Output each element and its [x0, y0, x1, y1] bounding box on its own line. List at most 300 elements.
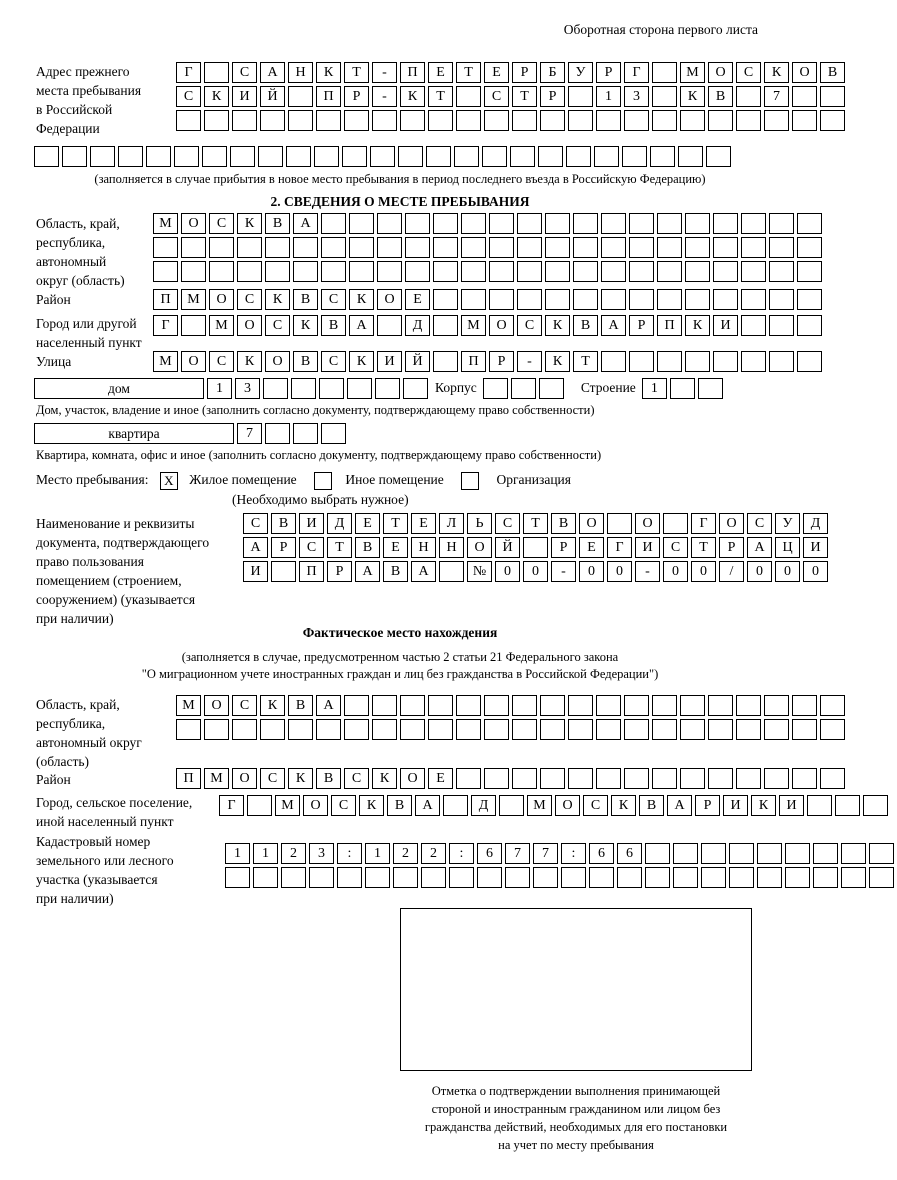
char-cell[interactable] — [90, 146, 115, 167]
char-cell[interactable]: Г — [691, 513, 716, 534]
char-cell[interactable] — [713, 289, 738, 310]
char-cell[interactable] — [680, 695, 705, 716]
char-cell[interactable]: А — [601, 315, 626, 336]
char-cell[interactable]: Г — [607, 537, 632, 558]
char-cell[interactable]: Р — [540, 86, 565, 107]
char-cell[interactable] — [673, 843, 698, 864]
region-row[interactable] — [153, 261, 825, 282]
char-cell[interactable]: М — [153, 351, 178, 372]
char-cell[interactable]: Р — [596, 62, 621, 83]
char-cell[interactable]: Д — [405, 315, 430, 336]
char-cell[interactable]: О — [265, 351, 290, 372]
char-cell[interactable]: Й — [405, 351, 430, 372]
char-cell[interactable] — [377, 261, 402, 282]
char-cell[interactable]: Й — [260, 86, 285, 107]
char-cell[interactable]: С — [495, 513, 520, 534]
char-cell[interactable]: 0 — [691, 561, 716, 582]
char-cell[interactable]: К — [237, 351, 262, 372]
char-cell[interactable] — [568, 719, 593, 740]
street-row[interactable] — [153, 351, 825, 372]
char-cell[interactable] — [433, 289, 458, 310]
char-cell[interactable] — [260, 110, 285, 131]
char-cell[interactable] — [421, 867, 446, 888]
char-cell[interactable]: С — [331, 795, 356, 816]
region-row[interactable] — [153, 237, 825, 258]
char-cell[interactable]: 3 — [624, 86, 649, 107]
char-cell[interactable] — [545, 261, 570, 282]
char-cell[interactable]: 0 — [523, 561, 548, 582]
char-cell[interactable] — [454, 146, 479, 167]
district-cells[interactable] — [153, 289, 825, 313]
char-cell[interactable]: Е — [428, 62, 453, 83]
char-cell[interactable]: С — [243, 513, 268, 534]
char-cell[interactable] — [62, 146, 87, 167]
city-cells[interactable] — [153, 315, 825, 339]
prev-address-row[interactable] — [176, 86, 848, 107]
char-cell[interactable]: О — [181, 213, 206, 234]
char-cell[interactable]: 2 — [421, 843, 446, 864]
char-cell[interactable]: И — [779, 795, 804, 816]
char-cell[interactable] — [540, 110, 565, 131]
char-cell[interactable] — [736, 86, 761, 107]
char-cell[interactable]: Т — [327, 537, 352, 558]
char-cell[interactable] — [624, 110, 649, 131]
char-cell[interactable] — [405, 213, 430, 234]
char-cell[interactable]: С — [663, 537, 688, 558]
char-cell[interactable] — [797, 237, 822, 258]
char-cell[interactable]: 0 — [495, 561, 520, 582]
char-cell[interactable]: Т — [344, 62, 369, 83]
char-cell[interactable]: С — [484, 86, 509, 107]
char-cell[interactable] — [652, 719, 677, 740]
char-cell[interactable] — [566, 146, 591, 167]
char-cell[interactable] — [769, 351, 794, 372]
char-cell[interactable] — [797, 261, 822, 282]
char-cell[interactable]: В — [316, 768, 341, 789]
char-cell[interactable]: К — [204, 86, 229, 107]
char-cell[interactable] — [372, 110, 397, 131]
char-cell[interactable] — [680, 768, 705, 789]
char-cell[interactable] — [405, 237, 430, 258]
char-cell[interactable]: И — [232, 86, 257, 107]
char-cell[interactable] — [398, 146, 423, 167]
fact-region-row[interactable] — [176, 719, 848, 740]
char-cell[interactable]: О — [209, 289, 234, 310]
char-cell[interactable]: К — [359, 795, 384, 816]
char-cell[interactable]: В — [293, 351, 318, 372]
char-cell[interactable]: Е — [428, 768, 453, 789]
char-cell[interactable]: С — [299, 537, 324, 558]
char-cell[interactable] — [349, 237, 374, 258]
char-cell[interactable] — [545, 213, 570, 234]
char-cell[interactable] — [713, 351, 738, 372]
char-cell[interactable] — [153, 237, 178, 258]
char-cell[interactable]: : — [561, 843, 586, 864]
char-cell[interactable]: Е — [383, 537, 408, 558]
char-cell[interactable]: М — [275, 795, 300, 816]
char-cell[interactable] — [456, 695, 481, 716]
char-cell[interactable]: 1 — [225, 843, 250, 864]
char-cell[interactable] — [741, 315, 766, 336]
char-cell[interactable]: И — [713, 315, 738, 336]
char-cell[interactable] — [176, 110, 201, 131]
char-cell[interactable] — [670, 378, 695, 399]
char-cell[interactable]: С — [321, 289, 346, 310]
char-cell[interactable]: Д — [803, 513, 828, 534]
char-cell[interactable]: Р — [551, 537, 576, 558]
char-cell[interactable]: Г — [624, 62, 649, 83]
char-cell[interactable]: 6 — [477, 843, 502, 864]
char-cell[interactable] — [645, 843, 670, 864]
char-cell[interactable]: К — [545, 315, 570, 336]
char-cell[interactable]: 3 — [235, 378, 260, 399]
fact-region-row[interactable] — [176, 695, 848, 716]
prev-address-extra-row[interactable] — [34, 146, 734, 170]
region-cells[interactable] — [153, 213, 825, 285]
char-cell[interactable] — [596, 110, 621, 131]
char-cell[interactable]: 0 — [579, 561, 604, 582]
char-cell[interactable] — [281, 867, 306, 888]
char-cell[interactable] — [309, 867, 334, 888]
char-cell[interactable] — [729, 843, 754, 864]
char-cell[interactable] — [456, 86, 481, 107]
char-cell[interactable]: М — [461, 315, 486, 336]
char-cell[interactable]: 7 — [237, 423, 262, 444]
char-cell[interactable] — [484, 719, 509, 740]
char-cell[interactable] — [428, 110, 453, 131]
char-cell[interactable] — [321, 423, 346, 444]
char-cell[interactable] — [456, 110, 481, 131]
char-cell[interactable]: О — [635, 513, 660, 534]
char-cell[interactable]: Т — [573, 351, 598, 372]
char-cell[interactable]: К — [260, 695, 285, 716]
char-cell[interactable] — [713, 237, 738, 258]
char-cell[interactable]: О — [719, 513, 744, 534]
char-cell[interactable]: О — [237, 315, 262, 336]
char-cell[interactable] — [405, 261, 430, 282]
checkbox-residential[interactable]: X — [160, 472, 178, 490]
char-cell[interactable] — [869, 843, 894, 864]
char-cell[interactable] — [792, 110, 817, 131]
char-cell[interactable]: Л — [439, 513, 464, 534]
char-cell[interactable] — [573, 213, 598, 234]
char-cell[interactable] — [573, 289, 598, 310]
char-cell[interactable] — [349, 261, 374, 282]
char-cell[interactable] — [629, 351, 654, 372]
char-cell[interactable]: 6 — [617, 843, 642, 864]
char-cell[interactable]: 1 — [253, 843, 278, 864]
char-cell[interactable] — [461, 237, 486, 258]
char-cell[interactable] — [820, 695, 845, 716]
char-cell[interactable]: М — [527, 795, 552, 816]
char-cell[interactable]: В — [271, 513, 296, 534]
char-cell[interactable] — [483, 378, 508, 399]
char-cell[interactable] — [288, 110, 313, 131]
char-cell[interactable] — [489, 261, 514, 282]
char-cell[interactable]: Е — [405, 289, 430, 310]
char-cell[interactable] — [202, 146, 227, 167]
char-cell[interactable] — [489, 213, 514, 234]
char-cell[interactable] — [736, 768, 761, 789]
char-cell[interactable] — [489, 289, 514, 310]
char-cell[interactable] — [708, 695, 733, 716]
char-cell[interactable]: К — [293, 315, 318, 336]
char-cell[interactable]: С — [209, 351, 234, 372]
char-cell[interactable]: К — [680, 86, 705, 107]
char-cell[interactable] — [375, 378, 400, 399]
char-cell[interactable]: 0 — [663, 561, 688, 582]
char-cell[interactable] — [477, 867, 502, 888]
char-cell[interactable]: Р — [512, 62, 537, 83]
char-cell[interactable]: П — [299, 561, 324, 582]
char-cell[interactable]: Т — [523, 513, 548, 534]
document-row[interactable] — [243, 561, 831, 582]
char-cell[interactable]: - — [372, 86, 397, 107]
char-cell[interactable] — [344, 110, 369, 131]
char-cell[interactable] — [505, 867, 530, 888]
char-cell[interactable]: О — [303, 795, 328, 816]
char-cell[interactable] — [288, 86, 313, 107]
char-cell[interactable]: А — [260, 62, 285, 83]
char-cell[interactable]: И — [723, 795, 748, 816]
char-cell[interactable] — [316, 719, 341, 740]
char-cell[interactable]: К — [751, 795, 776, 816]
char-cell[interactable] — [400, 719, 425, 740]
fact-region-cells[interactable] — [176, 695, 848, 743]
char-cell[interactable] — [764, 695, 789, 716]
char-cell[interactable]: М — [153, 213, 178, 234]
char-cell[interactable] — [426, 146, 451, 167]
stamp-box[interactable] — [400, 908, 752, 1071]
char-cell[interactable] — [461, 289, 486, 310]
char-cell[interactable] — [153, 261, 178, 282]
char-cell[interactable] — [596, 719, 621, 740]
char-cell[interactable] — [344, 719, 369, 740]
char-cell[interactable]: А — [349, 315, 374, 336]
cadastral-cells[interactable] — [225, 843, 897, 891]
char-cell[interactable]: В — [639, 795, 664, 816]
char-cell[interactable]: 0 — [607, 561, 632, 582]
char-cell[interactable]: О — [467, 537, 492, 558]
char-cell[interactable] — [629, 213, 654, 234]
char-cell[interactable]: П — [153, 289, 178, 310]
char-cell[interactable] — [319, 378, 344, 399]
char-cell[interactable] — [813, 843, 838, 864]
char-cell[interactable]: О — [232, 768, 257, 789]
district-row[interactable] — [153, 289, 825, 310]
char-cell[interactable] — [517, 261, 542, 282]
char-cell[interactable]: М — [680, 62, 705, 83]
char-cell[interactable]: В — [820, 62, 845, 83]
char-cell[interactable] — [293, 237, 318, 258]
char-cell[interactable] — [685, 351, 710, 372]
char-cell[interactable]: Р — [271, 537, 296, 558]
char-cell[interactable] — [342, 146, 367, 167]
cadastral-row[interactable] — [225, 867, 897, 888]
char-cell[interactable] — [461, 261, 486, 282]
char-cell[interactable] — [428, 695, 453, 716]
char-cell[interactable]: С — [237, 289, 262, 310]
char-cell[interactable] — [652, 62, 677, 83]
document-cells[interactable] — [243, 513, 831, 585]
char-cell[interactable] — [785, 867, 810, 888]
char-cell[interactable]: Р — [695, 795, 720, 816]
char-cell[interactable]: И — [377, 351, 402, 372]
char-cell[interactable]: 0 — [775, 561, 800, 582]
char-cell[interactable]: Г — [176, 62, 201, 83]
char-cell[interactable]: О — [579, 513, 604, 534]
char-cell[interactable]: Ь — [467, 513, 492, 534]
char-cell[interactable] — [512, 695, 537, 716]
char-cell[interactable] — [291, 378, 316, 399]
char-cell[interactable] — [247, 795, 272, 816]
char-cell[interactable] — [601, 261, 626, 282]
char-cell[interactable] — [663, 513, 688, 534]
flat-line[interactable] — [34, 423, 349, 444]
char-cell[interactable] — [769, 213, 794, 234]
fact-city-row[interactable] — [219, 795, 891, 816]
char-cell[interactable] — [288, 719, 313, 740]
char-cell[interactable]: А — [415, 795, 440, 816]
char-cell[interactable] — [545, 237, 570, 258]
char-cell[interactable] — [863, 795, 888, 816]
house-cells[interactable] — [207, 378, 431, 399]
char-cell[interactable]: Р — [327, 561, 352, 582]
char-cell[interactable]: - — [551, 561, 576, 582]
char-cell[interactable]: М — [176, 695, 201, 716]
char-cell[interactable] — [321, 261, 346, 282]
char-cell[interactable] — [713, 261, 738, 282]
char-cell[interactable] — [741, 213, 766, 234]
char-cell[interactable]: Г — [219, 795, 244, 816]
char-cell[interactable] — [372, 719, 397, 740]
char-cell[interactable] — [456, 768, 481, 789]
char-cell[interactable]: Т — [383, 513, 408, 534]
checkbox-other-premises[interactable] — [314, 472, 332, 490]
char-cell[interactable]: Й — [495, 537, 520, 558]
char-cell[interactable] — [701, 843, 726, 864]
char-cell[interactable] — [757, 867, 782, 888]
char-cell[interactable] — [589, 867, 614, 888]
char-cell[interactable] — [841, 867, 866, 888]
char-cell[interactable] — [337, 867, 362, 888]
char-cell[interactable] — [433, 213, 458, 234]
char-cell[interactable] — [258, 146, 283, 167]
fact-district-cells[interactable] — [176, 768, 848, 792]
char-cell[interactable]: 7 — [764, 86, 789, 107]
char-cell[interactable]: Н — [439, 537, 464, 558]
char-cell[interactable] — [265, 423, 290, 444]
char-cell[interactable] — [713, 213, 738, 234]
char-cell[interactable] — [230, 146, 255, 167]
char-cell[interactable] — [729, 867, 754, 888]
char-cell[interactable] — [176, 719, 201, 740]
char-cell[interactable] — [237, 237, 262, 258]
char-cell[interactable] — [484, 768, 509, 789]
char-cell[interactable] — [433, 261, 458, 282]
char-cell[interactable] — [757, 843, 782, 864]
char-cell[interactable]: А — [243, 537, 268, 558]
char-cell[interactable]: Н — [288, 62, 313, 83]
char-cell[interactable] — [568, 695, 593, 716]
char-cell[interactable]: У — [775, 513, 800, 534]
char-cell[interactable] — [652, 110, 677, 131]
char-cell[interactable]: К — [288, 768, 313, 789]
char-cell[interactable]: № — [467, 561, 492, 582]
char-cell[interactable] — [293, 423, 318, 444]
char-cell[interactable] — [698, 378, 723, 399]
char-cell[interactable]: П — [400, 62, 425, 83]
char-cell[interactable]: О — [204, 695, 229, 716]
char-cell[interactable] — [443, 795, 468, 816]
char-cell[interactable] — [657, 237, 682, 258]
char-cell[interactable] — [271, 561, 296, 582]
char-cell[interactable] — [680, 110, 705, 131]
house-line[interactable] — [34, 378, 726, 399]
char-cell[interactable] — [652, 695, 677, 716]
char-cell[interactable] — [461, 213, 486, 234]
char-cell[interactable]: В — [355, 537, 380, 558]
char-cell[interactable]: А — [293, 213, 318, 234]
char-cell[interactable] — [601, 351, 626, 372]
char-cell[interactable] — [741, 289, 766, 310]
char-cell[interactable] — [204, 62, 229, 83]
char-cell[interactable]: А — [411, 561, 436, 582]
prev-address-row[interactable] — [176, 110, 848, 131]
char-cell[interactable]: В — [573, 315, 598, 336]
char-cell[interactable] — [321, 213, 346, 234]
char-cell[interactable] — [657, 261, 682, 282]
region-row[interactable] — [153, 213, 825, 234]
char-cell[interactable] — [293, 261, 318, 282]
char-cell[interactable] — [232, 719, 257, 740]
char-cell[interactable] — [813, 867, 838, 888]
char-cell[interactable] — [645, 867, 670, 888]
char-cell[interactable]: В — [383, 561, 408, 582]
char-cell[interactable] — [316, 110, 341, 131]
char-cell[interactable] — [209, 237, 234, 258]
char-cell[interactable] — [449, 867, 474, 888]
char-cell[interactable]: 7 — [533, 843, 558, 864]
char-cell[interactable] — [596, 695, 621, 716]
char-cell[interactable] — [517, 213, 542, 234]
char-cell[interactable] — [512, 768, 537, 789]
char-cell[interactable] — [706, 146, 731, 167]
char-cell[interactable] — [708, 719, 733, 740]
flat-cells[interactable] — [237, 423, 349, 444]
char-cell[interactable] — [428, 719, 453, 740]
char-cell[interactable] — [225, 867, 250, 888]
char-cell[interactable] — [265, 237, 290, 258]
char-cell[interactable] — [650, 146, 675, 167]
char-cell[interactable]: 1 — [642, 378, 667, 399]
char-cell[interactable] — [237, 261, 262, 282]
char-cell[interactable] — [736, 110, 761, 131]
char-cell[interactable]: Ц — [775, 537, 800, 558]
char-cell[interactable]: - — [372, 62, 397, 83]
char-cell[interactable] — [601, 289, 626, 310]
char-cell[interactable]: Р — [629, 315, 654, 336]
char-cell[interactable] — [181, 237, 206, 258]
char-cell[interactable] — [512, 110, 537, 131]
char-cell[interactable]: М — [209, 315, 234, 336]
char-cell[interactable] — [517, 237, 542, 258]
char-cell[interactable] — [769, 315, 794, 336]
char-cell[interactable] — [764, 110, 789, 131]
char-cell[interactable] — [400, 695, 425, 716]
char-cell[interactable] — [797, 289, 822, 310]
char-cell[interactable]: Т — [512, 86, 537, 107]
